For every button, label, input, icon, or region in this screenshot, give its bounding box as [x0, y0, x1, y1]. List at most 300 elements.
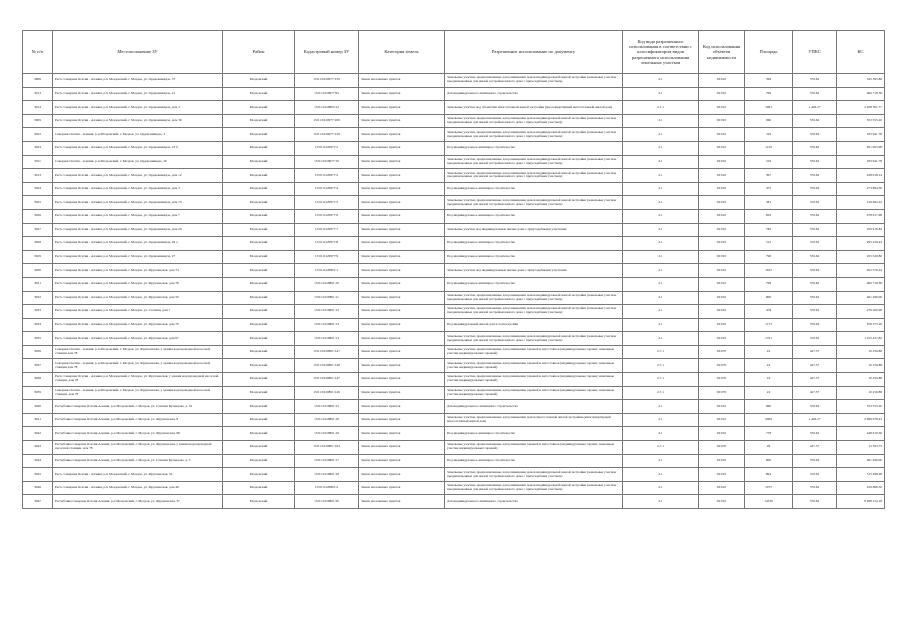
upks-cell: 1 493.27: [793, 413, 837, 427]
ks-cell: 448 610.36: [837, 427, 885, 441]
object-use-code-cell: 02:010: [699, 182, 745, 196]
upks-cell: 576.62: [793, 237, 837, 251]
location-cell: Северная Осетия - Алания, р-н Моздокский, г. Моздок, ул. Орджоникидзе, 26: [53, 155, 223, 169]
table-row: [23, 237, 885, 251]
district-cell: Моздокский: [223, 373, 295, 387]
table-body: [23, 74, 885, 509]
row-number-cell: 3922: [23, 128, 53, 142]
object-use-code-cell: 02:010: [699, 400, 745, 414]
ks-cell: 455 529.80: [837, 250, 885, 264]
table-row: [23, 74, 885, 88]
object-use-code-cell: 02:070: [699, 441, 745, 455]
permitted-use-cell: Земельные участки, предназначенные для размещения домов индивидуальной жилой застройки (земельные участки, предназначенные для жилой застройки жилого дома с приусадебным участком): [445, 332, 623, 346]
row-number-cell: 3928: [23, 237, 53, 251]
district-cell: Моздокский: [223, 223, 295, 237]
area-cell: 24: [745, 345, 793, 359]
table-row: [23, 223, 885, 237]
permitted-use-cell: Под индивидуальное жилищное строительство: [445, 209, 623, 223]
row-number-cell: 3946: [23, 481, 53, 495]
permitted-use-cell: Под индивидуальное жилищное строительство: [445, 454, 623, 468]
cadastral-value-table-sheet: [22, 30, 884, 509]
district-cell: Моздокский: [223, 345, 295, 359]
header-object-use-code: Код использования объектов недвижимости: [699, 31, 745, 74]
table-row: [23, 495, 885, 509]
district-cell: Моздокский: [223, 87, 295, 101]
row-number-cell: 3945: [23, 468, 53, 482]
table-row: [23, 373, 885, 387]
object-use-code-cell: 02:010: [699, 237, 745, 251]
cadastral-number-cell: 15:01:0120801:147: [295, 345, 359, 359]
district-cell: Моздокский: [223, 155, 295, 169]
permitted-use-code-cell: 2.1: [623, 74, 699, 88]
object-use-code-cell: 02:070: [699, 359, 745, 373]
row-number-cell: 3931: [23, 277, 53, 291]
ks-cell: 460 719.38: [837, 277, 885, 291]
table-row: [23, 169, 885, 183]
object-use-code-cell: 02:010: [699, 87, 745, 101]
object-use-code-cell: 02:070: [699, 386, 745, 400]
object-use-code-cell: 02:010: [699, 468, 745, 482]
table-row: [23, 468, 885, 482]
ks-cell: 219 692.22: [837, 196, 885, 210]
row-number-cell: 3923: [23, 141, 53, 155]
permitted-use-cell: Земельные участки, предназначенные для размещения домов индивидуальной жилой застройки (земельные участки, предназначенные для жилой застройки жилого дома с приусадебным участком): [445, 196, 623, 210]
permitted-use-cell: Земельные участки, предназначенные для размещения гаражей и автостоянок (индивидуальные гаражи; земельные участки индивидуальных гаражей): [445, 386, 623, 400]
permitted-use-code-cell: 2.1: [623, 291, 699, 305]
permitted-use-cell: Земельные участки, предназначенные для размещения гаражей и автостоянок (индивидуальные гаражи; земельные участки индивидуальных гаражей): [445, 345, 623, 359]
ks-cell: 183 941.78: [837, 128, 885, 142]
row-number-cell: 3911: [23, 155, 53, 169]
upks-cell: 427.37: [793, 373, 837, 387]
permitted-use-code-cell: 2.1: [623, 277, 699, 291]
area-cell: 790: [745, 250, 793, 264]
table-row: [23, 318, 885, 332]
permitted-use-code-cell: 2.1: [623, 209, 699, 223]
header-area: Площадь: [745, 31, 793, 74]
cadastral-number-cell: 15:01:0120801:164: [295, 441, 359, 455]
permitted-use-code-cell: 2.1: [623, 454, 699, 468]
land-category-cell: Земли населенных пунктов: [359, 454, 445, 468]
table-row: [23, 441, 885, 455]
header-row-number: № п/п: [23, 31, 53, 74]
area-cell: 512: [745, 237, 793, 251]
ks-cell: 10 256.88: [837, 359, 885, 373]
upks-cell: 576.62: [793, 264, 837, 278]
permitted-use-cell: Земельные участки, предназначенные для размещения домов индивидуальной жилой застройки (земельные участки, предназначенные для жилой застройки жилого дома с приусадебным участком): [445, 468, 623, 482]
row-number-cell: 3935: [23, 332, 53, 346]
district-cell: Моздокский: [223, 481, 295, 495]
location-cell: Респ. Северная Осетия - Алания, р-н Моздокский, г. Моздок, ул. Орджоникидзе, дом 15: [53, 196, 223, 210]
land-category-cell: Земли населенных пунктов: [359, 305, 445, 319]
upks-cell: 576.62: [793, 495, 837, 509]
table-row: [23, 250, 885, 264]
upks-cell: 576.62: [793, 332, 837, 346]
table-row: [23, 196, 885, 210]
location-cell: Респ. Северная Осетия - Алания, р-н Моздокский, г. Моздок, ул. Степная, дом 7: [53, 305, 223, 319]
land-category-cell: Земли населенных пунктов: [359, 182, 445, 196]
row-number-cell: 3934: [23, 318, 53, 332]
permitted-use-cell: Земельные участки, предназначенные для размещения домов индивидуальной жилой застройки (земельные участки, предназначенные для жилой застройки жилого дома с приусадебным участком): [445, 291, 623, 305]
district-cell: Моздокский: [223, 74, 295, 88]
row-number-cell: 3906: [23, 74, 53, 88]
district-cell: Моздокский: [223, 169, 295, 183]
object-use-code-cell: 02:010: [699, 128, 745, 142]
location-cell: Респ. Северная Осетия - Алания, р-н Моздокский, г. Моздок, ул. Орджоникидзе, 37: [53, 74, 223, 88]
district-cell: Моздокский: [223, 101, 295, 115]
row-number-cell: 3933: [23, 305, 53, 319]
area-cell: 24: [745, 386, 793, 400]
location-cell: Респ. Северная Осетия - Алания, р-н Моздокский, г. Моздок, ул. Орджоникидзе, 21: [53, 87, 223, 101]
district-cell: Моздокский: [223, 250, 295, 264]
permitted-use-code-cell: 2.1: [623, 237, 699, 251]
cadastral-number-cell: 15:01:0120977:129: [295, 128, 359, 142]
permitted-use-cell: Земельные участки, предназначенные для размещения домов индивидуальной жилой застройки (земельные участки, предназначенные для жилой застройки жилого дома с приусадебным участком): [445, 169, 623, 183]
permitted-use-cell: Под индивидуальное жилищное строительство: [445, 250, 623, 264]
permitted-use-cell: Земельные участки, предназначенные для размещения домов индивидуальной жилой застройки (земельные участки, предназначенные для жилой застройки жилого дома с приусадебным участком): [445, 481, 623, 495]
header-location: Местоположение ЗУ: [53, 31, 223, 74]
header-permitted-use: Разрешенное использование по документу: [445, 31, 623, 74]
permitted-use-code-cell: 2.1: [623, 250, 699, 264]
land-category-cell: Земли населенных пунктов: [359, 332, 445, 346]
object-use-code-cell: 02:010: [699, 277, 745, 291]
header-permitted-use-code: Код вида разрешенного использования в соответствии с классификатором видов разрешенного использования земельных участков: [623, 31, 699, 74]
location-cell: Республика Северная Осетия-Алания, р-н Моздокский, г. Моздок, ул. Фрунзенская, 37: [53, 495, 223, 509]
row-number-cell: 3932: [23, 291, 53, 305]
upks-cell: 427.37: [793, 386, 837, 400]
location-cell: Респ. Северная Осетия - Алания, р-н Моздокский, г. Моздок, ул. Фрунзенская, дом 67: [53, 332, 223, 346]
row-number-cell: 3909: [23, 114, 53, 128]
header-land-category: Категория земель: [359, 31, 445, 74]
land-category-cell: Земли населенных пунктов: [359, 169, 445, 183]
table-row: [23, 332, 885, 346]
permitted-use-code-cell: 2.1: [623, 128, 699, 142]
permitted-use-code-cell: 2.1: [623, 196, 699, 210]
permitted-use-cell: Для индивидуального жилищного строительства: [445, 495, 623, 509]
location-cell: Респ. Северная Осетия - Алания, р-н Моздокский, г. Моздок, ул. Орджоникидзе, дом 7: [53, 209, 223, 223]
cadastral-number-cell: 15:01:0120977:7: [295, 223, 359, 237]
area-cell: 2009: [745, 413, 793, 427]
header-district: Район: [223, 31, 295, 74]
land-category-cell: Земли населенных пунктов: [359, 250, 445, 264]
permitted-use-cell: Под индивидуальный жилой дом и хозпостройки: [445, 318, 623, 332]
table-row: [23, 128, 885, 142]
upks-cell: 576.62: [793, 400, 837, 414]
upks-cell: 576.62: [793, 223, 837, 237]
row-number-cell: 3914: [23, 101, 53, 115]
land-category-cell: Земли населенных пунктов: [359, 400, 445, 414]
row-number-cell: 3937: [23, 359, 53, 373]
district-cell: Моздокский: [223, 495, 295, 509]
object-use-code-cell: 02:070: [699, 373, 745, 387]
object-use-code-cell: 02:010: [699, 481, 745, 495]
location-cell: Респ. Северная Осетия - Алания, р-н Моздокский, г. Моздок, ул. Орджоникидзе, 29 а: [53, 237, 223, 251]
area-cell: 475: [745, 182, 793, 196]
ks-cell: 461 296.00: [837, 291, 885, 305]
district-cell: Моздокский: [223, 468, 295, 482]
upks-cell: 576.62: [793, 277, 837, 291]
table-row: [23, 291, 885, 305]
table-row: [23, 87, 885, 101]
ks-cell: 553 555.20: [837, 114, 885, 128]
land-category-cell: Земли населенных пунктов: [359, 291, 445, 305]
ks-cell: 1 015 427.82: [837, 332, 885, 346]
area-cell: 24: [745, 373, 793, 387]
district-cell: Моздокский: [223, 291, 295, 305]
object-use-code-cell: 02:010: [699, 74, 745, 88]
land-category-cell: Земли населенных пунктов: [359, 441, 445, 455]
location-cell: Респ. Северная Осетия - Алания, р-н Моздокский, г. Моздок, ул. Фрунзенская, дом 46: [53, 481, 223, 495]
upks-cell: 576.62: [793, 114, 837, 128]
permitted-use-code-cell: 2.1: [623, 495, 699, 509]
location-cell: Республика Северная Осетия-Алания, р-н Моздокский, г. Моздок, ул. Фрунзенская, 8: [53, 413, 223, 427]
location-cell: Северная Осетия - Алания, р-н Моздокский, г. Моздок, ул. Фрунзенская, у здания водопроводной насосной станции, дом 78: [53, 386, 223, 400]
row-number-cell: 3913: [23, 87, 53, 101]
location-cell: Республика Северная Осетия-Алания, р-н Моздокский, г. Моздок, ул. Степная Кузнецова, д. 19: [53, 400, 223, 414]
land-category-cell: Земли населенных пунктов: [359, 128, 445, 142]
ks-cell: 10 256.88: [837, 373, 885, 387]
permitted-use-code-cell: 2.7.1: [623, 345, 699, 359]
district-cell: Моздокский: [223, 196, 295, 210]
table-row: [23, 427, 885, 441]
permitted-use-cell: Земельные участки, предназначенные для размещения домов индивидуальной жилой застройки (земельные участки, предназначенные для жилой застройки жилого дома с приусадебным участком): [445, 305, 623, 319]
cadastral-number-cell: 15:01:0120803:12: [295, 101, 359, 115]
district-cell: Моздокский: [223, 413, 295, 427]
area-cell: 319: [745, 128, 793, 142]
permitted-use-code-cell: 2.1: [623, 318, 699, 332]
table-row: [23, 481, 885, 495]
district-cell: Моздокский: [223, 318, 295, 332]
area-cell: 799: [745, 277, 793, 291]
ks-cell: 2 928 301.77: [837, 101, 885, 115]
ks-cell: 8 268 154.18: [837, 495, 885, 509]
object-use-code-cell: 02:010: [699, 454, 745, 468]
location-cell: Респ. Северная Осетия - Алания, р-н Моздокский, г. Моздок, ул. Орджоникидзе, дом 3: [53, 182, 223, 196]
cadastral-number-cell: 15:01:0120801:18: [295, 468, 359, 482]
object-use-code-cell: 02:010: [699, 495, 745, 509]
location-cell: Респ. Северная Осетия - Алания, р-н Моздокский, г. Моздок, ул. Орджоникидзе, 27: [53, 250, 223, 264]
area-cell: 397: [745, 169, 793, 183]
area-cell: 319: [745, 155, 793, 169]
land-category-cell: Земли населенных пунктов: [359, 87, 445, 101]
ks-cell: 273 894.50: [837, 182, 885, 196]
permitted-use-code-cell: 2.7.1: [623, 373, 699, 387]
ks-cell: 2 999 978.43: [837, 413, 885, 427]
location-cell: Респ. Северная Осетия - Алания, р-н Моздокский, г. Моздок, ул. Орджоникидзе, 23 б: [53, 141, 223, 155]
ks-cell: 553 555.20: [837, 400, 885, 414]
ks-cell: 228 918.14: [837, 169, 885, 183]
object-use-code-cell: 02:010: [699, 155, 745, 169]
cadastral-number-cell: 15:01:0120801:10: [295, 277, 359, 291]
upks-cell: 576.62: [793, 454, 837, 468]
district-cell: Моздокский: [223, 332, 295, 346]
ks-cell: 651 003.98: [837, 141, 885, 155]
upks-cell: 576.62: [793, 291, 837, 305]
land-category-cell: Земли населенных пунктов: [359, 141, 445, 155]
district-cell: Моздокский: [223, 237, 295, 251]
permitted-use-code-cell: 2.1: [623, 155, 699, 169]
upks-cell: 576.62: [793, 468, 837, 482]
object-use-code-cell: 02:010: [699, 427, 745, 441]
permitted-use-cell: Земельные участки, предназначенные для размещения домов индивидуальной жилой застройки (земельные участки, предназначенные для жилой застройки жилого дома с приусадебным участком): [445, 114, 623, 128]
area-cell: 778: [745, 427, 793, 441]
table-row: [23, 305, 885, 319]
cadastral-number-cell: 15:01:0120801:16: [295, 413, 359, 427]
object-use-code-cell: 02:010: [699, 332, 745, 346]
permitted-use-cell: Земельные участки под индивидуальные жилые дома с приусадебными участками: [445, 264, 623, 278]
location-cell: Северная Осетия - Алания, р-н Моздокский, г. Моздок, ул. Фрунзенская, у здания водопроводной насосной станции дом 78: [53, 345, 223, 359]
permitted-use-code-cell: 2.1: [623, 87, 699, 101]
row-number-cell: 3925: [23, 196, 53, 210]
ks-cell: 295 229.44: [837, 237, 885, 251]
cadastral-number-cell: 15:01:0120977:159: [295, 74, 359, 88]
table-header-row: [23, 31, 885, 74]
row-number-cell: 3929: [23, 250, 53, 264]
object-use-code-cell: 02:010: [699, 223, 745, 237]
permitted-use-code-cell: 2.7.1: [623, 441, 699, 455]
land-category-cell: Земли населенных пунктов: [359, 196, 445, 210]
upks-cell: 576.62: [793, 155, 837, 169]
table-row: [23, 155, 885, 169]
ks-cell: 952 576.24: [837, 264, 885, 278]
location-cell: Респ. Северная Осетия - Алания, р-н Моздокский, г. Моздок, ул. Орджоникидзе, дом 3: [53, 101, 223, 115]
row-number-cell: 3942: [23, 427, 53, 441]
row-number-cell: 3940: [23, 400, 53, 414]
permitted-use-cell: Земельные участки, предназначенные для размещения гаражей и автостоянок (индивидуальные гаражи; земельные участки индивидуальных гаражей): [445, 441, 623, 455]
land-category-cell: Земли населенных пунктов: [359, 427, 445, 441]
area-cell: 14339: [745, 495, 793, 509]
ks-cell: 619 866.50: [837, 481, 885, 495]
land-category-cell: Земли населенных пунктов: [359, 114, 445, 128]
permitted-use-cell: Земельные участки, предназначенные для размещения домов индивидуальной жилой застройки (земельные участки, предназначенные для жилой застройки жилого дома с приусадебным участком): [445, 155, 623, 169]
location-cell: Респ. Северная Осетия - Алания, р-н Моздокский, г. Моздок, ул. Орджоникидзе, дом 29: [53, 223, 223, 237]
permitted-use-code-cell: 2.1: [623, 114, 699, 128]
district-cell: Моздокский: [223, 128, 295, 142]
ks-cell: 10 256.88: [837, 386, 885, 400]
district-cell: Моздокский: [223, 427, 295, 441]
upks-cell: 576.62: [793, 196, 837, 210]
land-category-cell: Земли населенных пунктов: [359, 101, 445, 115]
upks-cell: 576.62: [793, 141, 837, 155]
area-cell: 479: [745, 305, 793, 319]
upks-cell: 427.37: [793, 441, 837, 455]
cadastral-number-cell: 15:01:0120801:15: [295, 400, 359, 414]
object-use-code-cell: 02:010: [699, 291, 745, 305]
cadastral-number-cell: 15:01:0120801:20: [295, 495, 359, 509]
land-category-cell: Земли населенных пунктов: [359, 345, 445, 359]
object-use-code-cell: 02:010: [699, 141, 745, 155]
ks-cell: 10 256.88: [837, 345, 885, 359]
object-use-code-cell: 02:010: [699, 318, 745, 332]
district-cell: Моздокский: [223, 454, 295, 468]
cadastral-number-cell: 15:01:0120977:6: [295, 209, 359, 223]
object-use-code-cell: 02:010: [699, 413, 745, 427]
upks-cell: 576.62: [793, 87, 837, 101]
upks-cell: 576.62: [793, 250, 837, 264]
location-cell: Северная Осетия - Алания, р-н Моздокский, г. Моздок, ул. Фрунзенская, у здания водопроводной насосной станции дом 78: [53, 359, 223, 373]
upks-cell: 576.62: [793, 318, 837, 332]
permitted-use-cell: Под индивидуальное жилищное строительство: [445, 182, 623, 196]
district-cell: Моздокский: [223, 277, 295, 291]
cadastral-number-cell: 15:01:0120801:149: [295, 386, 359, 400]
land-category-cell: Земли населенных пунктов: [359, 468, 445, 482]
cadastral-number-cell: 15:01:0120801:2: [295, 481, 359, 495]
location-cell: Республика Северная Осетия-Алания, р-н Моздокский, г. Моздок, ул. Фрунзенская, у здания водопроводной насосной станции, дом 78: [53, 441, 223, 455]
land-category-cell: Земли населенных пунктов: [359, 264, 445, 278]
permitted-use-code-cell: 2.1: [623, 182, 699, 196]
upks-cell: 1 493.27: [793, 101, 837, 115]
area-cell: 1075: [745, 481, 793, 495]
ks-cell: 345 393.86: [837, 74, 885, 88]
area-cell: 1652: [745, 264, 793, 278]
upks-cell: 576.62: [793, 74, 837, 88]
row-number-cell: 3943: [23, 441, 53, 455]
land-category-cell: Земли населенных пунктов: [359, 318, 445, 332]
table-row: [23, 182, 885, 196]
permitted-use-code-cell: 2.1: [623, 169, 699, 183]
cadastral-number-cell: 15:01:0120977:5: [295, 196, 359, 210]
location-cell: Респ. Северная Осетия - Алания, р-н Моздокский, г. Моздок, ул. Фрунзенская, 52: [53, 468, 223, 482]
permitted-use-cell: Земельные участки под индивидуальные жилые дома с приусадебными участками: [445, 223, 623, 237]
upks-cell: 576.62: [793, 481, 837, 495]
permitted-use-cell: Земельные участки, предназначенные для размещения гаражей и автостоянок (индивидуальные гаражи; земельные участки индивидуальных гаражей): [445, 373, 623, 387]
cadastral-number-cell: 15:01:0120801:11: [295, 291, 359, 305]
row-number-cell: 3927: [23, 223, 53, 237]
district-cell: Моздокский: [223, 141, 295, 155]
permitted-use-cell: Земельные участки, предназначенные для размещения домов индивидуальной жилой застройки (земельные участки, предназначенные для жилой застройки жилого дома с приусадебным участком): [445, 128, 623, 142]
permitted-use-cell: Земельные участки под объектами многоэтажной жилой застройки (многоквартирный многоэтажный жилой дом): [445, 101, 623, 115]
ks-cell: 676 375.26: [837, 318, 885, 332]
row-number-cell: 3930: [23, 264, 53, 278]
cadastral-number-cell: 15:01:0120801:148: [295, 359, 359, 373]
district-cell: Моздокский: [223, 114, 295, 128]
land-category-cell: Земли населенных пунктов: [359, 155, 445, 169]
permitted-use-cell: Под индивидуальное жилищное строительство: [445, 277, 623, 291]
cadastral-number-cell: 15:01:0120977:109: [295, 114, 359, 128]
ks-cell: 183 941.78: [837, 155, 885, 169]
area-cell: 960: [745, 400, 793, 414]
row-number-cell: 3926: [23, 209, 53, 223]
upks-cell: 576.62: [793, 427, 837, 441]
table-row: [23, 345, 885, 359]
permitted-use-cell: Под индивидуальное жилищное строительство: [445, 141, 623, 155]
area-cell: 782: [745, 223, 793, 237]
ks-cell: 276 200.98: [837, 305, 885, 319]
table-row: [23, 359, 885, 373]
land-category-cell: Земли населенных пунктов: [359, 74, 445, 88]
row-number-cell: 3947: [23, 495, 53, 509]
object-use-code-cell: 02:010: [699, 264, 745, 278]
upks-cell: 576.62: [793, 209, 837, 223]
area-cell: 1173: [745, 318, 793, 332]
cadastral-number-cell: 15:01:0120977:4: [295, 182, 359, 196]
table-row: [23, 277, 885, 291]
area-cell: 1761: [745, 332, 793, 346]
district-cell: Моздокский: [223, 182, 295, 196]
table-row: [23, 209, 885, 223]
cadastral-number-cell: 15:01:0120801:16: [295, 427, 359, 441]
cadastral-number-cell: 15:01:0120977:10: [295, 155, 359, 169]
location-cell: Респ. Северная Осетия - Алания, р-н Моздокский, г. Моздок, ул. Фрунзенская, дом 74: [53, 264, 223, 278]
permitted-use-code-cell: 2.1: [623, 332, 699, 346]
cadastral-number-cell: 15:01:0120801:14: [295, 332, 359, 346]
permitted-use-code-cell: 2.1: [623, 223, 699, 237]
ks-cell: 450 916.84: [837, 223, 885, 237]
table-row: [23, 141, 885, 155]
permitted-use-cell: Для индивидуального жилищного строительства: [445, 400, 623, 414]
upks-cell: 576.62: [793, 169, 837, 183]
location-cell: Респ. Северная Осетия - Алания, р-н Моздокский, г. Моздок, ул. Орджоникидзе, дом 12: [53, 169, 223, 183]
land-category-cell: Земли населенных пунктов: [359, 413, 445, 427]
